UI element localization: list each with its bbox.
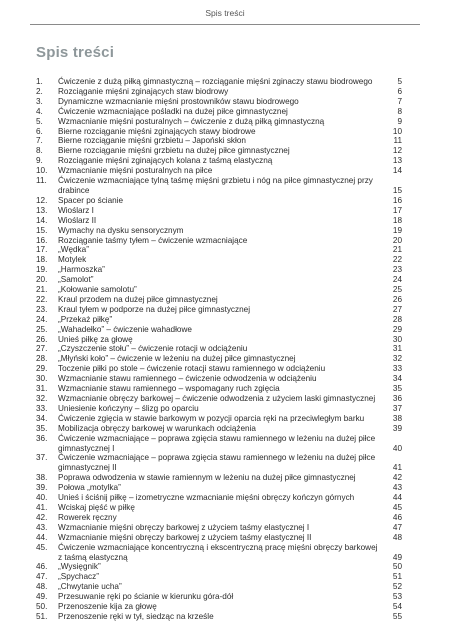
toc-entry-number: 20. (36, 275, 48, 285)
toc-entry-page: 41 (392, 463, 402, 473)
toc-entry-number: 32. (36, 394, 48, 403)
toc-entry (36, 384, 402, 394)
toc-entry-page: 27 (392, 304, 402, 314)
toc-entry (36, 87, 402, 97)
toc-entry-number: 40. (36, 493, 48, 503)
toc-entry (36, 295, 402, 305)
toc-entry-title: Spacer po ścianie (58, 195, 124, 205)
toc-entry (36, 206, 402, 216)
toc-entry-page: 11 (393, 136, 402, 146)
toc-entry-number: 19. (36, 265, 48, 275)
toc-entry (36, 404, 402, 414)
toc-entry-number: 43. (36, 522, 48, 532)
toc-entry (36, 166, 402, 176)
toc-entry-title: „Spychacz” (58, 572, 99, 582)
toc-entry (36, 562, 402, 572)
toc-entry-title: „Wędka” (58, 245, 89, 255)
toc-entry-page: 37 (392, 403, 402, 413)
toc-entry-page: 48 (392, 532, 402, 542)
toc-entry-page: 6 (397, 86, 402, 96)
toc-entry (36, 602, 402, 612)
toc-entry-number: 30. (36, 374, 48, 384)
toc-entry-page: 49 (392, 552, 402, 562)
toc-entry (36, 146, 402, 156)
toc-entry-page: 54 (392, 602, 402, 612)
toc-entry-page: 13 (392, 156, 402, 166)
toc-entry-page: 16 (392, 195, 402, 205)
toc-entry (36, 236, 402, 246)
toc-entry-number: 39. (36, 483, 48, 493)
toc-entry (36, 543, 402, 563)
toc-entry-title: Przenoszenie kija za głowę (58, 602, 157, 612)
toc-entry-page: 30 (392, 334, 402, 344)
toc-entry-title: Ćwiczenie wzmacniające tylną taśmę mięśni grzbietu i nóg na piłce gimnastycznej przy drabince (58, 176, 373, 195)
toc-entry (36, 255, 402, 265)
toc-entry-page: 47 (392, 522, 402, 532)
toc-entry-title: „Samolot” (58, 275, 94, 285)
toc-entry-title: Kraul tyłem w podporze na dużej piłce gimnastycznej (58, 304, 251, 314)
toc-entry-page: 26 (392, 294, 402, 304)
toc-entry-title: Ćwiczenie wzmacniające koncentryczną i ekscentryczną pracę mięśni obręczy barkowej z taśmą elastyczną (58, 542, 378, 562)
header-divider (30, 24, 420, 25)
toc-entry (36, 305, 402, 315)
toc-entry-page: 21 (392, 245, 402, 255)
toc-entry-page: 7 (397, 96, 402, 106)
toc-entry-page: 19 (392, 225, 402, 235)
toc-entry (36, 127, 402, 137)
toc-entry-title: Wzmacnianie obręczy barkowej – ćwiczenie odwodzenia z użyciem laski gimnastycznej (58, 394, 376, 403)
toc-entry-number: 47. (36, 572, 48, 582)
toc-entry-number: 16. (36, 235, 48, 245)
toc-entry-title: Rozciąganie taśmy tyłem – ćwiczenie wzmacniające (58, 235, 248, 245)
toc-entry-number: 22. (36, 294, 48, 304)
toc-entry (36, 156, 402, 166)
toc-entry-title: „Wahadełko” – ćwiczenie wahadłowe (58, 324, 192, 334)
toc-entry-page: 50 (392, 562, 402, 572)
toc-entry-title: Unieś piłkę za głowę (58, 334, 133, 344)
toc-entry-page: 9 (397, 116, 402, 126)
toc-entry-number: 18. (36, 255, 48, 265)
toc-entry-page: 25 (392, 285, 402, 295)
toc-entry (36, 97, 402, 107)
toc-entry-page: 44 (392, 493, 402, 503)
toc-entry-title: Unieś i ściśnij piłkę – izometryczne wzmacnianie mięśni obręczy kończyn górnych (58, 493, 355, 503)
toc-entry (36, 453, 402, 473)
toc-entry-number: 51. (36, 611, 48, 621)
toc-entry-title: Wzmacnianie stawu ramiennego – wspomagany ruch zgięcia (58, 384, 280, 394)
toc-entry (36, 582, 402, 592)
toc-entry-number: 4. (36, 106, 43, 116)
toc-entry-number: 24. (36, 314, 48, 324)
toc-entry-number: 45. (36, 542, 48, 552)
toc-entry-title: Przesuwanie ręki po ścianie w kierunku góra-dół (58, 592, 234, 602)
toc-entry (36, 424, 402, 434)
toc-entry-title: Ćwiczenie wzmacniające pośladki na dużej piłce gimnastycznej (58, 106, 288, 116)
toc-entry-page: 28 (392, 314, 402, 324)
page-title: Spis treści (36, 44, 115, 61)
toc-entry-number: 41. (36, 502, 48, 512)
toc-entry-title: Ćwiczenie wzmacniające – poprawa zgięcia stawu ramiennego w leżeniu na dużej piłce gimnastycznej II (58, 453, 376, 473)
toc-entry-title: Wzmacnianie mięśni posturalnych – ćwiczenie z dużą piłką gimnastyczną (58, 116, 325, 126)
toc-entry-page: 34 (392, 374, 402, 384)
toc-entry (36, 374, 402, 384)
toc-entry-page: 23 (392, 265, 402, 275)
toc-entry-title: Poprawa odwodzenia w stawie ramiennym w leżeniu na dużej piłce gimnastycznej (58, 473, 356, 483)
toc-entry (36, 325, 402, 335)
toc-entry-number: 10. (36, 166, 48, 176)
toc-entry-number: 31. (36, 384, 48, 394)
toc-entry-number: 13. (36, 205, 48, 215)
toc-entry (36, 473, 402, 483)
toc-entry (36, 176, 402, 196)
toc-entry-page: 29 (392, 324, 402, 334)
toc-entry (36, 245, 402, 255)
toc-entry (36, 394, 402, 404)
toc-entry-number: 38. (36, 473, 48, 483)
toc-entry-page: 52 (392, 582, 402, 592)
toc-entry-title: Kraul przodem na dużej piłce gimnastycznej (58, 294, 218, 304)
toc-entry-number: 14. (36, 215, 48, 225)
toc-entry (36, 344, 402, 354)
toc-entry (36, 414, 402, 424)
toc-entry-page: 35 (392, 384, 402, 394)
toc-entry-title: Przenoszenie ręki w tył, siedząc na krześle (58, 611, 214, 621)
toc-entry (36, 503, 402, 513)
toc-entry-title: Ćwiczenie z dużą piłką gimnastyczną – rozciąganie mięśni zginaczy stawu biodrowego (58, 77, 373, 86)
toc-entry-title: Rozciąganie mięśni zginających staw biodrowy (58, 86, 229, 96)
toc-entry-title: „Wysięgnik” (58, 562, 101, 572)
toc-entry-number: 25. (36, 324, 48, 334)
toc-entry (36, 216, 402, 226)
toc-entry-page: 32 (392, 354, 402, 364)
toc-entry-page: 40 (392, 443, 402, 453)
toc-entry-number: 33. (36, 403, 48, 413)
toc-entry (36, 107, 402, 117)
toc-entry-number: 29. (36, 364, 48, 374)
toc-entry-page: 51 (392, 572, 402, 582)
toc-entry (36, 533, 402, 543)
toc-entry-page: 33 (392, 364, 402, 374)
toc-entry-title: Dynamiczne wzmacnianie mięśni prostowników stawu biodrowego (58, 96, 299, 106)
toc-entry-title: Toczenie piłki po stole – ćwiczenie rotacji stawu ramiennego w odciążeniu (58, 364, 326, 374)
toc-entry-number: 8. (36, 146, 43, 156)
toc-entry-page: 14 (392, 166, 402, 176)
toc-entry-page: 22 (392, 255, 402, 265)
toc-entry-page: 55 (392, 611, 402, 621)
toc-entry-page: 5 (397, 77, 402, 86)
toc-entry-page: 12 (392, 146, 402, 156)
toc-entry-title: „Harmoszka” (58, 265, 105, 275)
toc-entry-page: 43 (392, 483, 402, 493)
toc-entry-number: 36. (36, 433, 48, 443)
toc-entry-number: 35. (36, 423, 48, 433)
toc-entry (36, 612, 402, 622)
toc-entry-number: 12. (36, 195, 48, 205)
running-header: Spis treści (205, 8, 245, 18)
table-of-contents (36, 77, 402, 622)
toc-entry-number: 17. (36, 245, 48, 255)
toc-entry-title: Wioślarz I (58, 205, 94, 215)
toc-entry-page: 10 (392, 126, 402, 136)
toc-entry-number: 6. (36, 126, 43, 136)
toc-entry-title: „Kołowanie samolotu” (58, 285, 137, 295)
toc-entry (36, 434, 402, 454)
toc-entry (36, 483, 402, 493)
toc-entry-title: Mobilizacja obręczy barkowej w warunkach odciążenia (58, 423, 256, 433)
toc-entry-title: Motylek (58, 255, 87, 265)
toc-entry-page: 24 (392, 275, 402, 285)
toc-entry-title: Wzmacnianie mięśni posturalnych na piłce (58, 166, 213, 176)
toc-entry (36, 354, 402, 364)
toc-entry-number: 2. (36, 86, 43, 96)
toc-entry-number: 28. (36, 354, 48, 364)
toc-entry-title: „Przekaż piłkę” (58, 314, 113, 324)
toc-entry-page: 17 (392, 205, 402, 215)
toc-entry (36, 196, 402, 206)
toc-entry-number: 23. (36, 304, 48, 314)
toc-entry-title: „Czyszczenie stołu” – ćwiczenie rotacji w odciążeniu (58, 344, 248, 354)
toc-entry-title: Wzmacnianie stawu ramiennego – ćwiczenie odwodzenia w odciążeniu (58, 374, 317, 384)
toc-entry-number: 3. (36, 96, 43, 106)
toc-entry-page: 46 (392, 512, 402, 522)
toc-entry-page: 42 (392, 473, 402, 483)
toc-entry-number: 50. (36, 602, 48, 612)
toc-entry-number: 5. (36, 116, 43, 126)
toc-entry-number: 11. (36, 176, 47, 186)
toc-entry-page: 39 (392, 423, 402, 433)
toc-entry-number: 21. (36, 285, 48, 295)
toc-entry-page: 45 (392, 502, 402, 512)
toc-entry (36, 335, 402, 345)
toc-entry-number: 15. (36, 225, 48, 235)
toc-entry-page: 18 (392, 215, 402, 225)
toc-entry-title: Bierne rozciąganie mięśni grzbietu – Japoński skłon (58, 136, 246, 146)
toc-entry (36, 265, 402, 275)
toc-entry-number: 37. (36, 453, 48, 463)
toc-entry-title: Wioślarz II (58, 215, 97, 225)
toc-entry (36, 315, 402, 325)
toc-entry (36, 77, 402, 87)
toc-entry-number: 49. (36, 592, 48, 602)
toc-entry-page: 53 (392, 592, 402, 602)
toc-entry-title: „Chwytanie ucha” (58, 582, 122, 592)
toc-entry-title: Wymachy na dysku sensorycznym (58, 225, 184, 235)
toc-entry-page: 15 (392, 185, 402, 195)
toc-entry-title: Ćwiczenie zgięcia w stawie barkowym w pozycji oparcia ręki na przeciwległym barku (58, 413, 365, 423)
toc-entry-title: Ćwiczenie wzmacniające – poprawa zgięcia stawu ramiennego w leżeniu na dużej piłce gimnastycznej I (58, 433, 376, 453)
toc-entry-title: Rowerek ręczny (58, 512, 117, 522)
toc-entry-title: Wzmacnianie mięśni obręczy barkowej z użyciem taśmy elastycznej I (58, 522, 310, 532)
toc-entry-number: 44. (36, 532, 48, 542)
toc-entry-number: 26. (36, 334, 48, 344)
toc-entry-number: 42. (36, 512, 48, 522)
toc-entry-title: Wzmacnianie mięśni obręczy barkowej z użyciem taśmy elastycznej II (58, 532, 312, 542)
toc-entry-number: 9. (36, 156, 43, 166)
toc-entry-title: Bierne rozciąganie mięśni grzbietu na dużej piłce gimnastycznej (58, 146, 290, 156)
toc-entry-page: 38 (392, 413, 402, 423)
toc-entry-page: 36 (392, 394, 402, 403)
toc-entry (36, 117, 402, 127)
toc-entry (36, 572, 402, 582)
toc-entry-number: 46. (36, 562, 48, 572)
toc-entry-page: 20 (392, 235, 402, 245)
toc-entry (36, 226, 402, 236)
toc-entry (36, 364, 402, 374)
toc-entry-number: 1. (36, 77, 43, 86)
toc-entry-title: Wciskaj pięść w piłkę (58, 502, 135, 512)
toc-entry-title: Uniesienie kończyny – ślizg po oparciu (58, 403, 199, 413)
toc-entry (36, 285, 402, 295)
toc-entry-page: 31 (392, 344, 402, 354)
toc-entry-title: Rozciąganie mięśni zginających kolana z taśmą elastyczną (58, 156, 273, 166)
toc-entry (36, 523, 402, 533)
toc-entry-title: „Młyński koło” – ćwiczenie w leżeniu na dużej piłce gimnastycznej (58, 354, 296, 364)
toc-entry (36, 136, 402, 146)
toc-entry (36, 513, 402, 523)
toc-entry-number: 48. (36, 582, 48, 592)
toc-entry-title: Bierne rozciąganie mięśni zginających stawy biodrowe (58, 126, 256, 136)
toc-entry-page: 8 (397, 106, 402, 116)
toc-entry (36, 592, 402, 602)
toc-entry-number: 7. (36, 136, 43, 146)
toc-entry (36, 493, 402, 503)
toc-entry-title: Połowa „motylka” (58, 483, 121, 493)
toc-entry (36, 275, 402, 285)
toc-entry-number: 34. (36, 413, 48, 423)
toc-entry-number: 27. (36, 344, 48, 354)
